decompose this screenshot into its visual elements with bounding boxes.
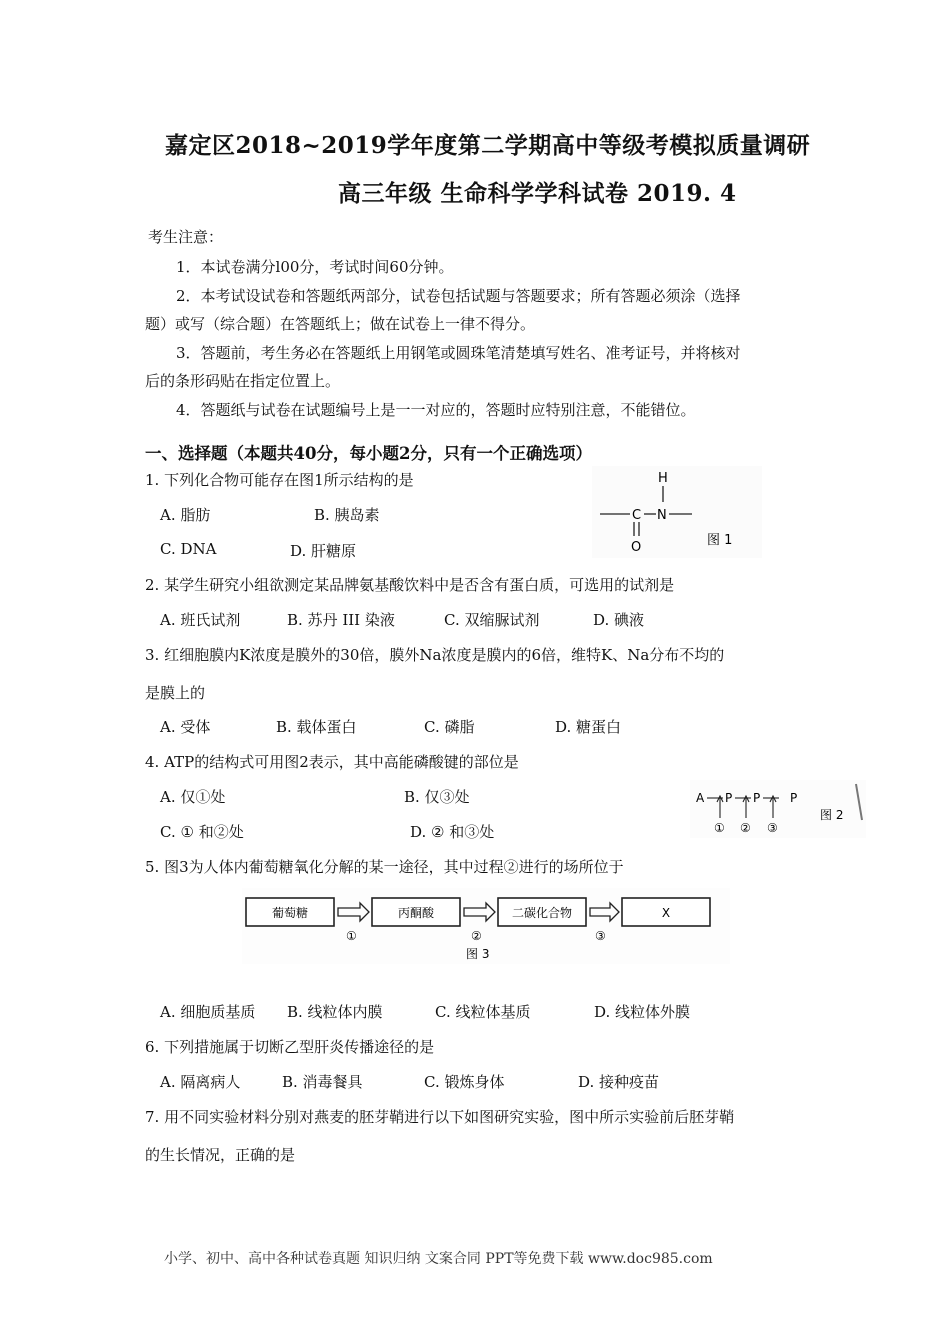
fig2-site-3: ③	[767, 821, 778, 835]
q1-stem: 1. 下列化合物可能存在图1所示结构的是	[145, 471, 414, 489]
q5-option-c: C. 线粒体基质	[435, 1003, 531, 1021]
q3-stem-line-1: 3. 红细胞膜内K浓度是膜外的30倍，膜外Na浓度是膜内的6倍，维特K、Na分布不均的	[145, 646, 725, 664]
figure-2-atp-structure	[690, 780, 866, 838]
q2-option-c: C. 双缩脲试剂	[444, 611, 540, 629]
q2-option-b: B. 苏丹 III 染液	[287, 611, 395, 629]
q6-option-b: B. 消毒餐具	[282, 1073, 363, 1091]
q5-option-a: A. 细胞质基质	[160, 1003, 256, 1021]
q4-option-a: A. 仅①处	[160, 788, 226, 806]
fig2-site-2: ②	[740, 821, 751, 835]
notice-heading: 考生注意：	[148, 228, 224, 246]
figure-3-glucose-pathway	[242, 888, 730, 964]
q7-stem-line-1: 7. 用不同实验材料分别对燕麦的胚芽鞘进行以下如图研究实验，图中所示实验前后胚芽鞘	[145, 1108, 735, 1126]
q2-option-d: D. 碘液	[593, 611, 645, 629]
fig1-atom-c: C	[632, 508, 642, 523]
q4-stem: 4. ATP的结构式可用图2表示，其中高能磷酸键的部位是	[145, 753, 519, 771]
q6-stem: 6. 下列措施属于切断乙型肝炎传播途径的是	[145, 1038, 435, 1056]
q4-option-d: D. ② 和③处	[410, 823, 495, 841]
q1-option-c: C. DNA	[160, 540, 217, 558]
fig1-atom-o: O	[631, 540, 642, 555]
fig3-step-3: ③	[595, 929, 606, 943]
fig3-step-1: ①	[346, 929, 357, 943]
title-line-1: 嘉定区2018~2019学年度第二学期高中等级考模拟质量调研	[165, 132, 811, 159]
page-footer: 小学、初中、高中各种试卷真题 知识归纳 文案合同 PPT等免费下载 www.doc985.com	[164, 1251, 713, 1267]
fig3-box-glucose-label: 葡萄糖	[271, 906, 309, 920]
q5-stem: 5. 图3为人体内葡萄糖氧化分解的某一途径，其中过程②进行的场所位于	[145, 858, 624, 876]
fig3-box-x-label: X	[661, 906, 671, 920]
q2-option-a: A. 班氏试剂	[160, 611, 241, 629]
fig1-atom-n: N	[657, 508, 667, 523]
fig1-atom-h: H	[658, 471, 668, 486]
q5-option-d: D. 线粒体外膜	[594, 1003, 691, 1021]
q6-option-d: D. 接种疫苗	[578, 1073, 660, 1091]
notice-item-3-line-2: 后的条形码贴在指定位置上。	[145, 372, 341, 390]
q3-option-d: D. 糖蛋白	[555, 718, 622, 736]
fig3-box-two-carbon-label: 二碳化合物	[511, 906, 573, 920]
fig2-phosphate-3: P	[790, 791, 798, 805]
q1-option-a: A. 脂肪	[160, 506, 211, 524]
q5-option-b: B. 线粒体内膜	[287, 1003, 383, 1021]
notice-item-4: 4．答题纸与试卷在试题编号上是一一对应的，答题时应特别注意，不能错位。	[176, 401, 696, 419]
notice-item-2-line-1: 2．本考试设试卷和答题纸两部分，试卷包括试题与答题要求；所有答题必须涂（选择	[176, 287, 741, 305]
q3-option-c: C. 磷脂	[424, 718, 475, 736]
q6-option-a: A. 隔离病人	[160, 1073, 241, 1091]
q1-option-b: B. 胰岛素	[314, 506, 380, 524]
fig2-phosphate-1: P	[725, 791, 733, 805]
fig2-site-1: ①	[714, 821, 725, 835]
fig2-label: 图 2	[820, 808, 844, 822]
q4-option-b: B. 仅③处	[404, 788, 470, 806]
figure-1-peptide-bond	[592, 466, 762, 558]
notice-item-2-line-2: 题）或写（综合题）在答题纸上；做在试卷上一律不得分。	[145, 315, 536, 333]
fig3-step-2: ②	[471, 929, 482, 943]
q3-option-a: A. 受体	[160, 718, 211, 736]
q4-option-c: C. ① 和②处	[160, 823, 244, 841]
q7-stem-line-2: 的生长情况，正确的是	[145, 1146, 296, 1164]
notice-item-3-line-1: 3．答题前，考生务必在答题纸上用钢笔或圆珠笔清楚填写姓名、准考证号，并将核对	[176, 344, 741, 362]
q3-option-b: B. 载体蛋白	[276, 718, 357, 736]
q3-stem-line-2: 是膜上的	[145, 684, 206, 702]
section-1-heading: 一、选择题（本题共40分，每小题2分，只有一个正确选项）	[145, 444, 592, 463]
q2-stem: 2. 某学生研究小组欲测定某品牌氨基酸饮料中是否含有蛋白质，可选用的试剂是	[145, 576, 675, 594]
fig2-adenosine: A	[696, 791, 705, 805]
fig1-label: 图 1	[707, 533, 733, 548]
fig2-phosphate-2: P	[753, 791, 761, 805]
q6-option-c: C. 锻炼身体	[424, 1073, 505, 1091]
title-line-2: 高三年级 生命科学学科试卷 2019. 4	[338, 180, 737, 207]
fig3-label: 图 3	[466, 947, 490, 961]
notice-item-1: 1．本试卷满分l00分，考试时间60分钟。	[176, 258, 454, 276]
q1-option-d: D. 肝糖原	[290, 542, 357, 560]
fig3-box-pyruvate-label: 丙酮酸	[397, 906, 435, 920]
